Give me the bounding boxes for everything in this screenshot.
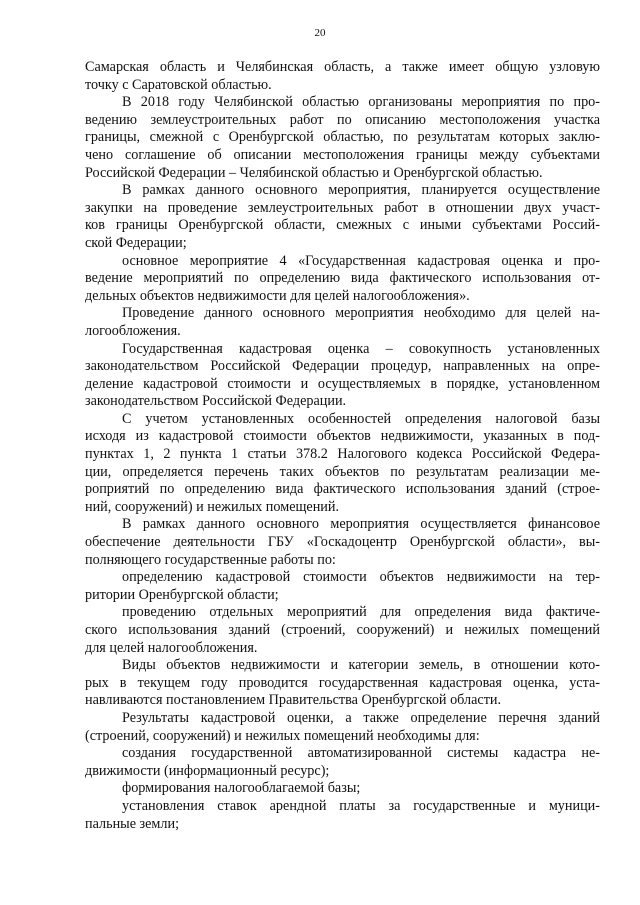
- text-line: рых в текущем году проводится государственная кадастровая оценка, уста-: [85, 674, 600, 691]
- text-line: проведению отдельных мероприятий для определения вида фактиче-: [122, 604, 600, 621]
- text-line: полняющего государственные работы по:: [85, 551, 336, 568]
- text-line: навливаются постановлением Правительства Оренбургской области.: [85, 692, 502, 709]
- text-line: основное мероприятие 4 «Государственная кадастровая оценка и про-: [122, 252, 600, 269]
- text-line: Государственная кадастровая оценка – совокупность установленных: [122, 340, 600, 357]
- text-line: для целей налогообложения.: [85, 639, 258, 656]
- text-line: точку с Саратовской областью.: [85, 76, 272, 93]
- text-line: ведение мероприятий по определению вида фактического использования от-: [85, 270, 600, 287]
- text-line: исходя из кадастровой стоимости объектов недвижимости, указанных в под-: [85, 428, 600, 445]
- text-line: ской Федерации;: [85, 234, 187, 251]
- text-line: ков границы Оренбургской области, смежных с иными субъектами Россий-: [85, 217, 600, 234]
- text-line: движимости (информационный ресурс);: [85, 762, 330, 779]
- text-line: пальные земли;: [85, 815, 180, 832]
- text-line: законодательством Российской Федерации.: [85, 393, 347, 410]
- text-line: деление кадастровой стоимости и осуществляемых в порядке, установленном: [85, 375, 600, 392]
- text-line: определению кадастровой стоимости объектов недвижимости на тер-: [122, 569, 600, 586]
- text-line: дельных объектов недвижимости для целей налогообложения».: [85, 287, 470, 304]
- text-line: Российской Федерации – Челябинской областью и Оренбургской областью.: [85, 164, 543, 181]
- text-line: обеспечение деятельности ГБУ «Госкадоцентр Оренбургской области», вы-: [85, 534, 600, 551]
- text-line: пунктах 1, 2 пункта 1 статьи 378.2 Налогового кодекса Российской Федера-: [85, 446, 600, 463]
- text-line: чено соглашение об описании местоположения границы между субъектами: [85, 146, 600, 163]
- text-line: ритории Оренбургской области;: [85, 586, 279, 603]
- text-line: ний, сооружений) и нежилых помещений.: [85, 498, 340, 515]
- document-body: [85, 59, 600, 833]
- text-line: Виды объектов недвижимости и категории земель, в отношении кото-: [122, 657, 600, 674]
- text-line: В 2018 году Челябинской областью организованы мероприятия по про-: [122, 94, 600, 111]
- text-line: В рамках данного основного мероприятия, планируется осуществление: [122, 182, 600, 199]
- text-line: Проведение данного основного мероприятия необходимо для целей на-: [122, 305, 600, 322]
- text-line: роприятий по определению вида фактического использования зданий (строе-: [85, 481, 600, 498]
- text-line: С учетом установленных особенностей определения налоговой базы: [122, 410, 600, 427]
- text-line: закупки на проведение землеустроительных работ в отношении двух участ-: [85, 199, 600, 216]
- text-line: (строений, сооружений) и нежилых помещений необходимы для:: [85, 727, 480, 744]
- text-line: ведению землеустроительных работ по описанию местоположения участка: [85, 111, 600, 128]
- text-line: логообложения.: [85, 322, 181, 339]
- text-line: границы, смежной с Оренбургской областью, по результатам которых заклю-: [85, 129, 600, 146]
- text-line: В рамках данного основного мероприятия осуществляется финансовое: [122, 516, 600, 533]
- text-line: Самарская область и Челябинская область, а также имеет общую узловую: [85, 59, 600, 75]
- text-line: формирования налогооблагаемой базы;: [122, 780, 361, 797]
- page-number: 20: [314, 27, 326, 39]
- text-line: законодательством Российской Федерации процедур, направленных на опре-: [85, 358, 600, 375]
- text-line: Результаты кадастровой оценки, а также определение перечня зданий: [122, 709, 600, 726]
- text-line: создания государственной автоматизированной системы кадастра не-: [122, 745, 600, 762]
- text-line: ского использования зданий (строений, сооружений) и нежилых помещений: [85, 622, 600, 638]
- text-line: установления ставок арендной платы за государственные и муници-: [122, 797, 600, 814]
- text-line: ции, определяется перечень таких объектов по результатам реализации ме-: [85, 463, 600, 480]
